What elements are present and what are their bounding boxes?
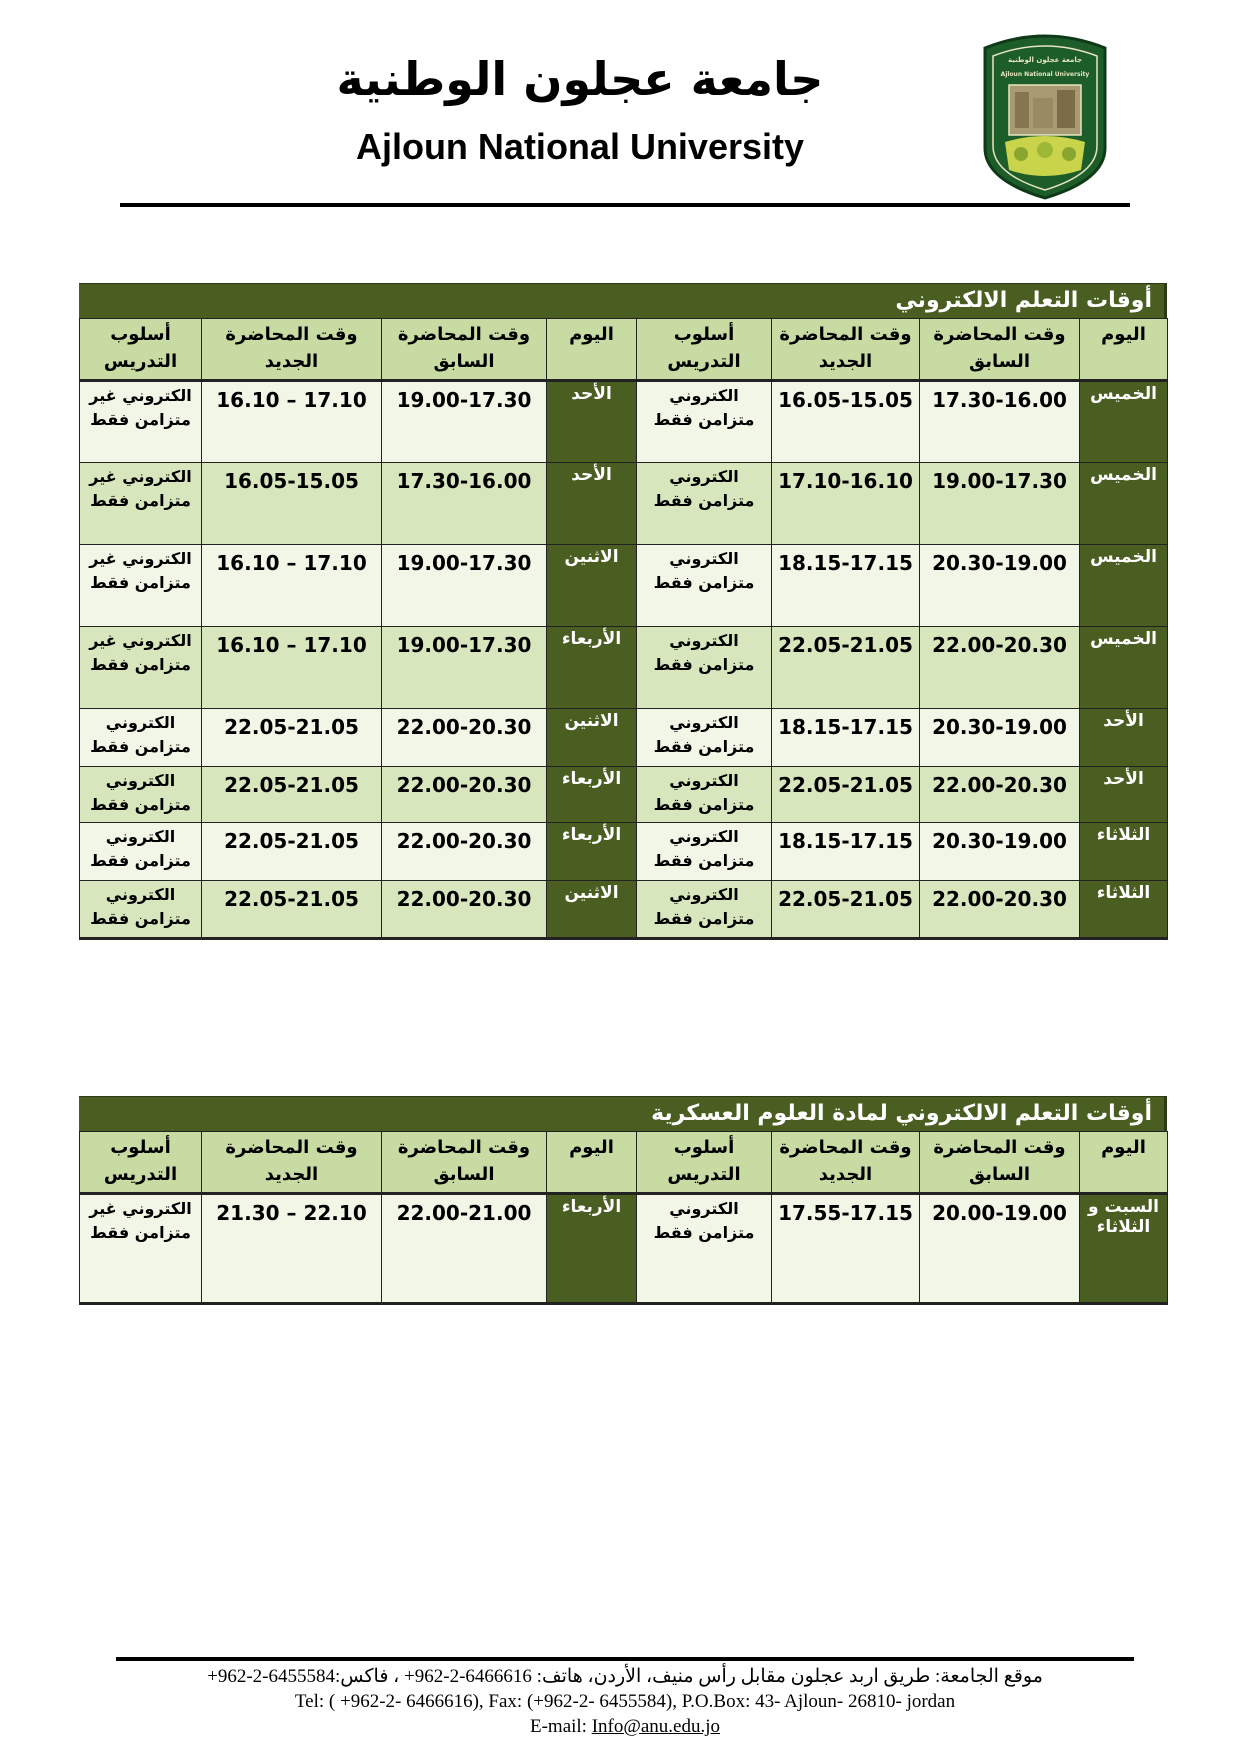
- old-time-cell: 17.30-16.00: [920, 381, 1080, 463]
- method-cell: الكتروني متزامن فقط: [80, 767, 202, 823]
- method-cell: الكتروني متزامن فقط: [637, 767, 772, 823]
- new-time-cell: 17.10 – 16.10: [202, 381, 382, 463]
- method-cell: الكتروني متزامن فقط: [637, 545, 772, 627]
- old-time-cell: 22.00-21.00: [382, 1194, 547, 1304]
- method-cell: الكتروني غير متزامن فقط: [80, 1194, 202, 1304]
- old-time-cell: 19.00-17.30: [920, 463, 1080, 545]
- header-old-time: وقت المحاضرة السابق: [382, 1132, 547, 1194]
- table-row: [80, 709, 1168, 767]
- new-time-cell: 17.55-17.15: [772, 1194, 920, 1304]
- new-time-cell: 22.05-21.05: [202, 709, 382, 767]
- new-time-cell: 22.05-21.05: [202, 767, 382, 823]
- table-row: [80, 381, 1168, 463]
- footer-divider: [116, 1657, 1134, 1661]
- new-time-cell: 16.05-15.05: [772, 381, 920, 463]
- method-cell: الكتروني غير متزامن فقط: [80, 545, 202, 627]
- header-day: اليوم: [547, 1132, 637, 1194]
- old-time-cell: 22.00-20.30: [920, 881, 1080, 939]
- section-title: أوقات التعلم الالكتروني لمادة العلوم العسكرية: [79, 1096, 1167, 1131]
- footer-address-arabic: موقع الجامعة: طريق اربد عجلون مقابل رأس منيف، الأردن، هاتف: 6466616-2-962+ ، فاكس:6455584-2-962+: [207, 1666, 1043, 1687]
- logo-text-english: Ajloun National University: [1000, 71, 1090, 78]
- old-time-cell: 22.00-20.30: [382, 823, 547, 881]
- new-time-cell: 22.05-21.05: [772, 767, 920, 823]
- header-method: أسلوب التدريس: [80, 319, 202, 381]
- section-title: أوقات التعلم الالكتروني: [79, 283, 1167, 318]
- day-cell: الثلاثاء: [1080, 881, 1168, 939]
- header-old-time: وقت المحاضرة السابق: [382, 319, 547, 381]
- old-time-cell: 19.00-17.30: [382, 545, 547, 627]
- old-time-cell: 17.30-16.00: [382, 463, 547, 545]
- university-name-english: Ajloun National University: [355, 126, 805, 167]
- header-day: اليوم: [1080, 319, 1168, 381]
- table-row: [80, 1194, 1168, 1304]
- military-science-schedule-section: [79, 1096, 1167, 1305]
- old-time-cell: 20.30-19.00: [920, 709, 1080, 767]
- table-row: [80, 823, 1168, 881]
- day-cell: الأحد: [1080, 767, 1168, 823]
- old-time-cell: 19.00-17.30: [382, 627, 547, 709]
- header-method: أسلوب التدريس: [637, 1132, 772, 1194]
- method-cell: الكتروني متزامن فقط: [637, 823, 772, 881]
- table-row: [80, 881, 1168, 939]
- new-time-cell: 22.05-21.05: [202, 823, 382, 881]
- day-cell: الاثنين: [547, 545, 637, 627]
- table-header-row: [80, 319, 1168, 381]
- method-cell: الكتروني متزامن فقط: [637, 709, 772, 767]
- old-time-cell: 19.00-17.30: [382, 381, 547, 463]
- day-cell: الاثنين: [547, 881, 637, 939]
- footer-email-label: E-mail:: [529, 1716, 592, 1737]
- day-cell: الأحد: [1080, 709, 1168, 767]
- day-cell: الأحد: [547, 463, 637, 545]
- university-logo: [975, 30, 1115, 200]
- day-cell: الاثنين: [547, 709, 637, 767]
- method-cell: الكتروني غير متزامن فقط: [80, 381, 202, 463]
- old-time-cell: 22.00-20.30: [382, 709, 547, 767]
- day-cell: الخميس: [1080, 381, 1168, 463]
- day-cell: الأحد: [547, 381, 637, 463]
- elearning-schedule-section: [79, 283, 1167, 940]
- new-time-cell: 22.10 – 21.30: [202, 1194, 382, 1304]
- new-time-cell: 16.05-15.05: [202, 463, 382, 545]
- header-old-time: وقت المحاضرة السابق: [920, 1132, 1080, 1194]
- day-cell: السبت و الثلاثاء: [1080, 1194, 1168, 1304]
- day-cell: الخميس: [1080, 545, 1168, 627]
- footer-email-line: [116, 1714, 1134, 1739]
- old-time-cell: 20.30-19.00: [920, 545, 1080, 627]
- header-method: أسلوب التدريس: [80, 1132, 202, 1194]
- method-cell: الكتروني غير متزامن فقط: [80, 627, 202, 709]
- method-cell: الكتروني متزامن فقط: [80, 881, 202, 939]
- day-cell: الأربعاء: [547, 1194, 637, 1304]
- new-time-cell: 17.10-16.10: [772, 463, 920, 545]
- method-cell: الكتروني متزامن فقط: [637, 463, 772, 545]
- old-time-cell: 22.00-20.30: [382, 881, 547, 939]
- old-time-cell: 22.00-20.30: [920, 627, 1080, 709]
- day-cell: الأربعاء: [547, 627, 637, 709]
- new-time-cell: 17.10 – 16.10: [202, 627, 382, 709]
- new-time-cell: 22.05-21.05: [772, 627, 920, 709]
- old-time-cell: 22.00-20.30: [382, 767, 547, 823]
- footer-email-link[interactable]: Info@anu.edu.jo: [591, 1716, 721, 1737]
- header-day: اليوم: [1080, 1132, 1168, 1194]
- method-cell: الكتروني متزامن فقط: [80, 823, 202, 881]
- new-time-cell: 22.05-21.05: [202, 881, 382, 939]
- new-time-cell: 22.05-21.05: [772, 881, 920, 939]
- footer: [116, 1664, 1134, 1739]
- header-new-time: وقت المحاضرة الجديد: [772, 1132, 920, 1194]
- day-cell: الأربعاء: [547, 823, 637, 881]
- header-day: اليوم: [547, 319, 637, 381]
- header-divider: [120, 203, 1130, 207]
- header-method: أسلوب التدريس: [637, 319, 772, 381]
- old-time-cell: 22.00-20.30: [920, 767, 1080, 823]
- header-new-time: وقت المحاضرة الجديد: [202, 1132, 382, 1194]
- day-cell: الخميس: [1080, 463, 1168, 545]
- header-new-time: وقت المحاضرة الجديد: [202, 319, 382, 381]
- method-cell: الكتروني متزامن فقط: [637, 627, 772, 709]
- method-cell: الكتروني غير متزامن فقط: [80, 463, 202, 545]
- new-time-cell: 18.15-17.15: [772, 709, 920, 767]
- method-cell: الكتروني متزامن فقط: [637, 1194, 772, 1304]
- header-new-time: وقت المحاضرة الجديد: [772, 319, 920, 381]
- new-time-cell: 18.15-17.15: [772, 545, 920, 627]
- day-cell: الأربعاء: [547, 767, 637, 823]
- day-cell: الثلاثاء: [1080, 823, 1168, 881]
- method-cell: الكتروني متزامن فقط: [637, 381, 772, 463]
- new-time-cell: 18.15-17.15: [772, 823, 920, 881]
- table-row: [80, 463, 1168, 545]
- footer-contact-english: Tel: ( +962-2- 6466616), Fax: (+962-2- 6455584), P.O.Box: 43- Ajloun- 26810- jordan: [294, 1691, 956, 1712]
- elearning-schedule-table: [79, 318, 1168, 940]
- method-cell: الكتروني متزامن فقط: [80, 709, 202, 767]
- logo-text-arabic: جامعة عجلون الوطنية: [1007, 56, 1083, 64]
- day-cell: الخميس: [1080, 627, 1168, 709]
- header-old-time: وقت المحاضرة السابق: [920, 319, 1080, 381]
- table-header-row: [80, 1132, 1168, 1194]
- university-name-arabic: جامعة عجلون الوطنية: [336, 52, 824, 106]
- table-row: [80, 627, 1168, 709]
- military-science-schedule-table: [79, 1131, 1168, 1305]
- method-cell: الكتروني متزامن فقط: [637, 881, 772, 939]
- new-time-cell: 17.10 – 16.10: [202, 545, 382, 627]
- old-time-cell: 20.00-19.00: [920, 1194, 1080, 1304]
- table-row: [80, 545, 1168, 627]
- table-row: [80, 767, 1168, 823]
- old-time-cell: 20.30-19.00: [920, 823, 1080, 881]
